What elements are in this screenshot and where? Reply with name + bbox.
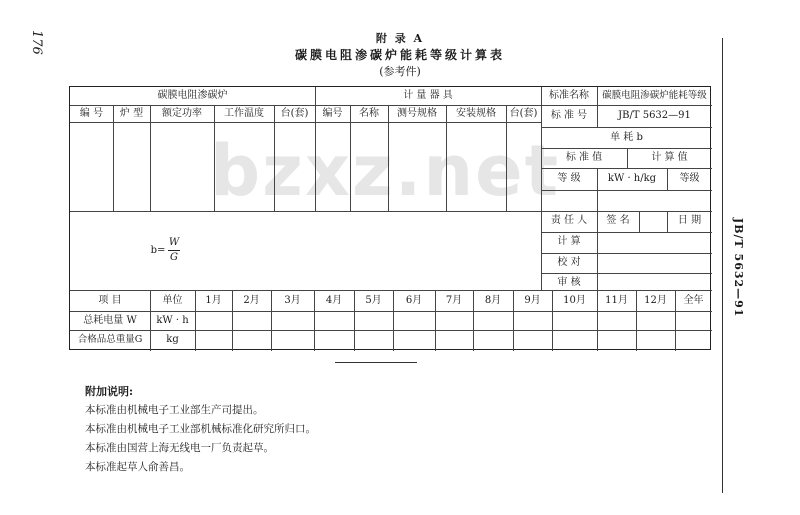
grade-label: 等 级 [557, 173, 581, 184]
month-3: 3月 [284, 295, 301, 306]
col-install-spec: 安装规格 [456, 108, 496, 119]
month-10: 10月 [563, 295, 586, 306]
standard-value-label: 标 准 值 [565, 152, 603, 163]
note-line: 本标准由国营上海无线电一厂负责起草。 [85, 442, 274, 454]
calculated-value-label: 计 算 值 [651, 152, 688, 163]
watermark: bzxz.net [210, 130, 561, 212]
month-2: 2月 [243, 295, 260, 306]
col-instrument-name: 名称 [359, 108, 379, 119]
col-furnace-number: 编 号 [79, 108, 104, 119]
role-check: 校 对 [557, 257, 581, 268]
role-review: 审 核 [557, 277, 581, 288]
formula-numerator: W [168, 237, 180, 248]
month-9: 9月 [524, 295, 541, 306]
col-furnace-type: 炉 型 [119, 108, 144, 119]
page-number: 176 [29, 30, 44, 55]
unit-consumption-label: 单 耗 b [610, 132, 643, 143]
signature-label: 签 名 [606, 215, 630, 226]
note-line: 本标准起草人俞善昌。 [85, 461, 190, 473]
instrument-group-header: 计 量 器 具 [403, 90, 453, 101]
side-standard-number: JB/T 5632—91 [732, 218, 745, 318]
end-rule [335, 362, 417, 363]
month-5: 5月 [365, 295, 382, 306]
month-1: 1月 [205, 295, 222, 306]
col-measure-spec: 测号规格 [397, 108, 437, 119]
std-name-value: 碳膜电阻渗碳炉能耗等级 [602, 90, 707, 101]
margin-line [722, 38, 723, 493]
notes-title: 附加说明: [85, 385, 134, 398]
month-unit-header: 单位 [162, 295, 183, 306]
formula-lhs: b= [150, 245, 166, 256]
responsible-label: 责 任 人 [550, 215, 588, 226]
row-total-power-label: 总耗电量 W [83, 315, 137, 326]
month-full-year: 全年 [683, 295, 704, 306]
month-7: 7月 [445, 295, 463, 306]
month-4: 4月 [325, 295, 343, 306]
table-title: 碳膜电阻渗碳炉能耗等级计算表 [294, 48, 505, 62]
formula-denominator: G [170, 252, 178, 263]
col-rated-power: 额定功率 [162, 108, 202, 119]
month-11: 11月 [605, 295, 628, 306]
energy-calculation-table [69, 86, 711, 350]
role-calculate: 计 算 [557, 236, 581, 247]
note-line: 本标准由机械电子工业部机械标准化研究所归口。 [85, 423, 316, 435]
std-no-label: 标 准 号 [550, 110, 588, 121]
table-subtitle: (参考件) [379, 65, 421, 78]
col-working-temp: 工作温度 [224, 108, 264, 119]
grade-column: 等级 [679, 173, 700, 184]
month-12: 12月 [644, 295, 667, 306]
note-line: 本标准由机械电子工业部生产司提出。 [85, 404, 264, 416]
month-6: 6月 [405, 295, 423, 306]
grade-unit: kW · h/kg [607, 173, 657, 184]
month-8: 8月 [484, 295, 502, 306]
col-furnace-sets: 台(套) [280, 108, 309, 119]
appendix-label: 附 录 A [375, 32, 425, 45]
month-item-header: 项 目 [98, 295, 122, 306]
row-total-power-unit: kW · h [156, 315, 189, 326]
date-label: 日 期 [677, 215, 702, 226]
row-total-weight-label: 合格品总重量G [77, 334, 143, 345]
row-total-weight-unit: kg [166, 334, 179, 345]
col-instrument-number: 编号 [322, 108, 343, 119]
furnace-group-header: 碳膜电阻渗碳炉 [157, 90, 228, 101]
std-no-value: JB/T 5632—91 [618, 110, 691, 121]
std-name-label: 标准名称 [549, 90, 589, 101]
col-instrument-sets: 台(套) [509, 108, 538, 119]
